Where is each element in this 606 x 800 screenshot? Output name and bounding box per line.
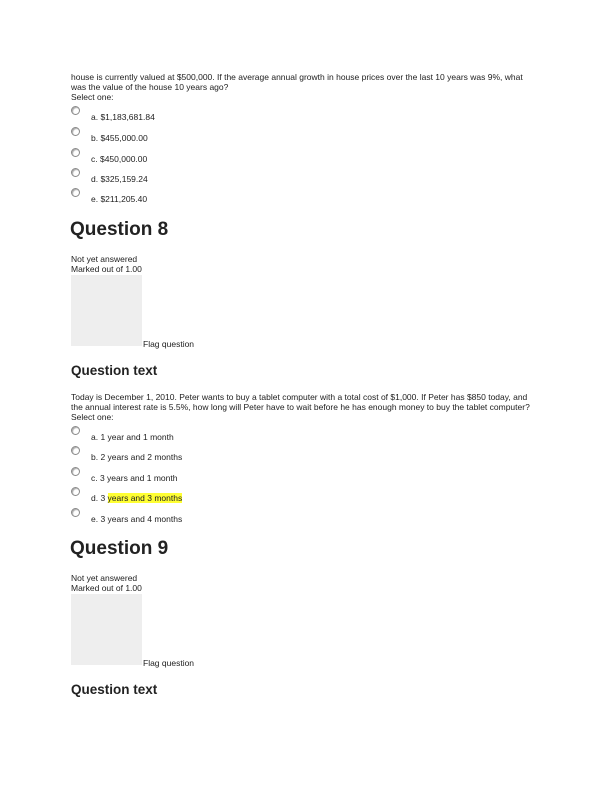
- option-label: [91, 493, 182, 503]
- option-label: c. 3 years and 1 month: [91, 473, 178, 483]
- option-label: e. 3 years and 4 months: [91, 514, 183, 524]
- q7-option-b[interactable]: [71, 127, 491, 147]
- q8-option-b[interactable]: [71, 446, 491, 466]
- option-label: e. $211,205.40: [91, 194, 148, 204]
- q7-option-e[interactable]: [71, 188, 491, 208]
- q8-marks: Marked out of 1.00: [71, 264, 142, 274]
- radio-button[interactable]: [71, 148, 80, 157]
- option-label: a. 1 year and 1 month: [91, 432, 174, 442]
- option-label: d. $325,159.24: [91, 174, 148, 184]
- q8-flag-question-link[interactable]: Flag question: [143, 339, 195, 349]
- q7-option-a[interactable]: [71, 106, 491, 126]
- q9-status-block: [71, 573, 142, 593]
- q8-prompt-line-1: Today is December 1, 2010. Peter wants to buy a tablet computer with a total cost of $1,000. If Peter has $850 today, and: [71, 392, 528, 402]
- q7-prompt-line-1: house is currently valued at $500,000. If the average annual growth in house prices over the last 10 years was 9%, what: [71, 72, 523, 82]
- radio-button[interactable]: [71, 106, 80, 115]
- q7-option-d[interactable]: [71, 168, 491, 188]
- option-label: c. $450,000.00: [91, 154, 148, 164]
- q8-option-d[interactable]: [71, 487, 491, 507]
- q8-select-one-label: Select one:: [71, 412, 114, 422]
- q7-option-c[interactable]: [71, 148, 491, 168]
- radio-button[interactable]: [71, 127, 80, 136]
- radio-button[interactable]: [71, 467, 80, 476]
- q7-prompt-line-2: was the value of the house 10 years ago?: [71, 82, 229, 92]
- radio-button[interactable]: [71, 188, 80, 197]
- q9-flag-icon[interactable]: [71, 594, 142, 665]
- q7-question-prompt: [71, 72, 541, 102]
- q8-status: Not yet answered: [71, 254, 138, 264]
- option-label: b. $455,000.00: [91, 133, 148, 143]
- option-label: b. 2 years and 2 months: [91, 452, 183, 462]
- option-label: a. $1,183,681.84: [91, 112, 155, 122]
- q8-question-prompt: [71, 392, 541, 422]
- radio-button[interactable]: [71, 426, 80, 435]
- q8-question-text-heading: Question text: [71, 363, 158, 378]
- q8-option-e[interactable]: [71, 508, 491, 528]
- q9-heading: Question 9: [70, 538, 169, 559]
- q9-question-text-heading: Question text: [71, 682, 158, 697]
- radio-button[interactable]: [71, 508, 80, 517]
- highlighted-text: years and 3 months: [107, 493, 183, 503]
- q8-flag-icon[interactable]: [71, 275, 142, 346]
- q9-flag-question-link[interactable]: Flag question: [143, 658, 195, 668]
- option-label-prefix: d. 3: [91, 493, 108, 503]
- q8-option-a[interactable]: [71, 426, 491, 446]
- q8-prompt-line-2: the annual interest rate is 5.5%, how long will Peter have to wait before he has enough money to buy the tablet computer?: [71, 402, 530, 412]
- q9-status: Not yet answered: [71, 573, 138, 583]
- radio-button[interactable]: [71, 168, 80, 177]
- radio-button[interactable]: [71, 487, 80, 496]
- radio-button[interactable]: [71, 446, 80, 455]
- q8-heading: Question 8: [70, 219, 169, 240]
- q8-status-block: [71, 254, 142, 274]
- q9-marks: Marked out of 1.00: [71, 583, 142, 593]
- q8-option-c[interactable]: [71, 467, 491, 487]
- q7-select-one-label: Select one:: [71, 92, 114, 102]
